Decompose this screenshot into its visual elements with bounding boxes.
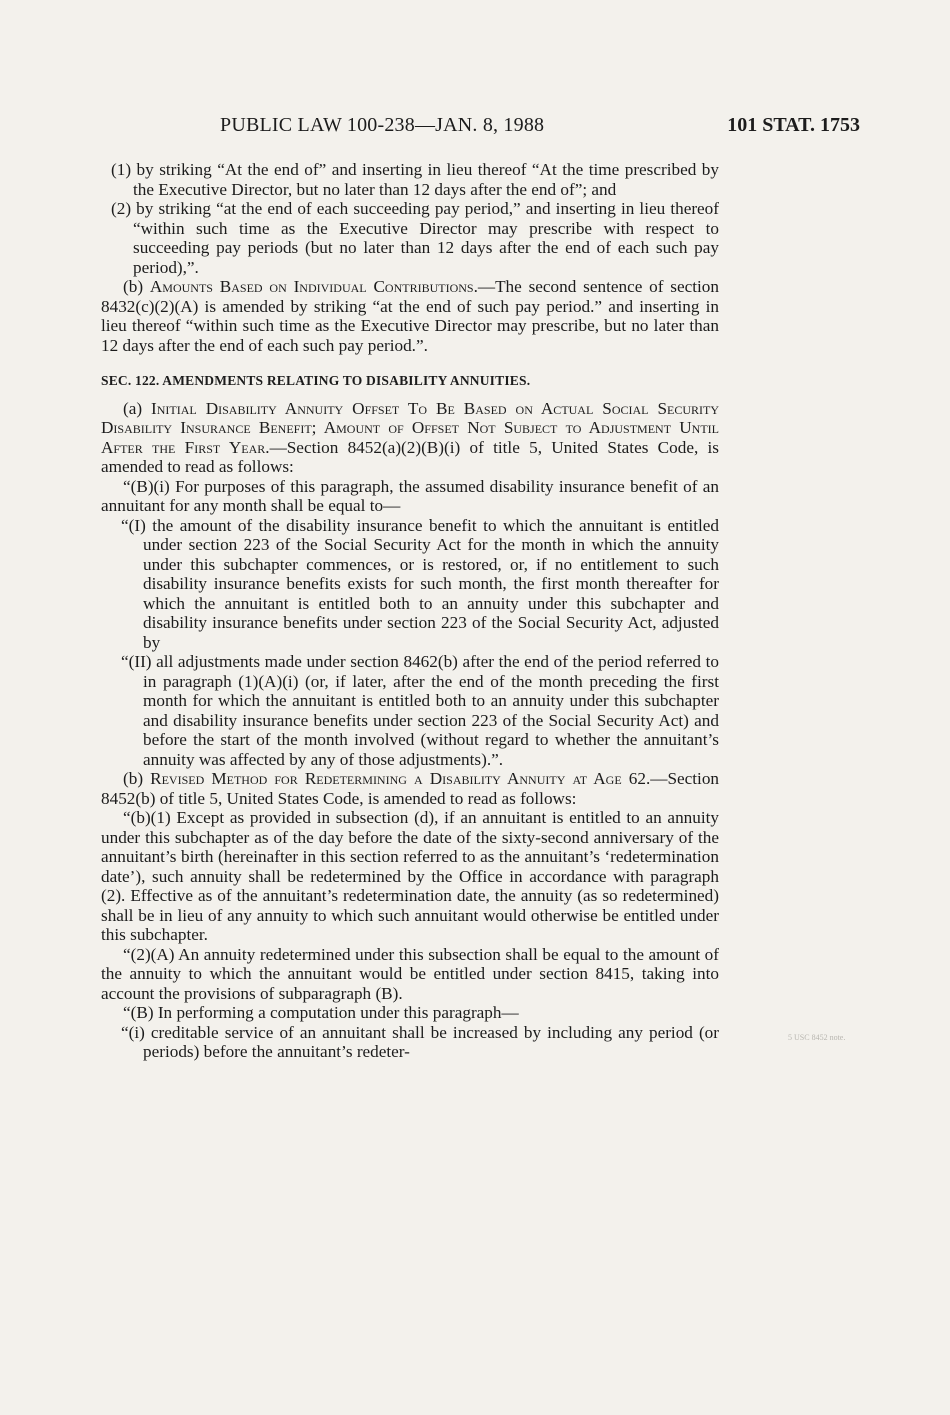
paragraph-7: “(II) all adjustments made under section 8462(b) after the end of the period referred to in paragraph (1)(A)(i) (or, if later, after the end of the month preceding the first month for which the annuitant is entitled both to an annuity under this subchapter and disability insurance benefits under section 223 of the Social Security Act) and before the start of the month involved (without regard to whether the annuitant’s annuity was affected by any of those adjustments).”. [121, 652, 719, 769]
paragraph-8-heading: Revised Method for Redetermining a Disability Annuity at Age 62. [150, 769, 651, 788]
paragraph-8-label: (b) [123, 769, 151, 788]
paragraph-8-text: —Section 8452(b) of title 5, United States Code, is amended to read as follows: [101, 769, 720, 808]
section-heading: SEC. 122. AMENDMENTS RELATING TO DISABILITY ANNUITIES. [101, 373, 531, 388]
page-header [100, 114, 860, 144]
document-body [101, 160, 719, 1062]
stat-citation: 101 STAT. 1753 [727, 114, 860, 136]
paragraph-3-text: —The second sentence of section 8432(c)(2)(A) is amended by striking “at the end of such pay period.” and inserting in lieu thereof “within such time as the Executive Director may prescribe, but no later than 12 days after the end of each such pay period.”. [101, 277, 719, 355]
paragraph-2: (2) by striking “at the end of each succeeding pay period,” and inserting in lieu thereof “within such time as the Executive Director may prescribe with respect to succeeding pay periods (but no later than 12 days after the end of each such pay period),”. [111, 199, 719, 277]
paragraph-12: “(i) creditable service of an annuitant shall be increased by including any period (or periods) before the annuitant’s redeter- [121, 1022, 719, 1061]
paragraph-4-text: —Section 8452(a)(2)(B)(i) of title 5, United States Code, is amended to read as follows: [101, 437, 719, 476]
paragraph-9: “(b)(1) Except as provided in subsection (d), if an annuitant is entitled to an annuity under this subchapter as of the day before the date of the sixty-second anniversary of the annuitant’s birth (hereinafter in this section referred to as the annuitant’s ‘redetermination date’), such annuity shall be redetermined by the Office in accordance with paragraph (2). Effective as of the annuitant’s redetermination date, the annuity (as so redetermined) shall be in lieu of any annuity to which such annuitant would otherwise be entitled under this subchapter. [101, 808, 719, 944]
margin-note: 5 USC 8452 note. [788, 1033, 846, 1042]
paragraph-1: (1) by striking “At the end of” and inserting in lieu thereof “At the time prescribed by the Executive Director, but no later than 12 days after the end of”; and [111, 160, 719, 199]
paragraph-4 [101, 399, 719, 477]
paragraph-3 [101, 277, 719, 355]
paragraph-5: “(B)(i) For purposes of this paragraph, the assumed disability insurance benefit of an annuitant for any month shall be equal to— [101, 476, 719, 515]
paragraph-11: “(B) In performing a computation under this paragraph— [123, 1003, 519, 1022]
paragraph-3-label: (b) [123, 277, 150, 296]
paragraph-6: “(I) the amount of the disability insurance benefit to which the annuitant is entitled under section 223 of the Social Security Act for the month in which the annuity under this subchapter commences, or is restored, or, if no entitlement to such disability insurance benefits exists for such month, the first month thereafter for which the annuitant is entitled both to an annuity under this subchapter and disability insurance benefits under section 223 of the Social Security Act, adjusted by [121, 515, 719, 652]
paragraph-10: “(2)(A) An annuity redetermined under this subsection shall be equal to the amount of the annuity to which the annuitant would be entitled under section 8415, taking into account the provisions of subparagraph (B). [101, 944, 719, 1003]
running-title: PUBLIC LAW 100-238—JAN. 8, 1988 [220, 114, 545, 136]
paragraph-8 [101, 769, 719, 808]
paragraph-4-heading: Initial Disability Annuity Offset To Be Based on Actual Social Security Disability Insurance Benefit; Amount of Offset Not Subject to Adjustment Until After the First Year. [101, 398, 720, 457]
paragraph-4-label: (a) [123, 398, 152, 418]
paragraph-3-heading: Amounts Based on Individual Contributions. [149, 277, 478, 296]
